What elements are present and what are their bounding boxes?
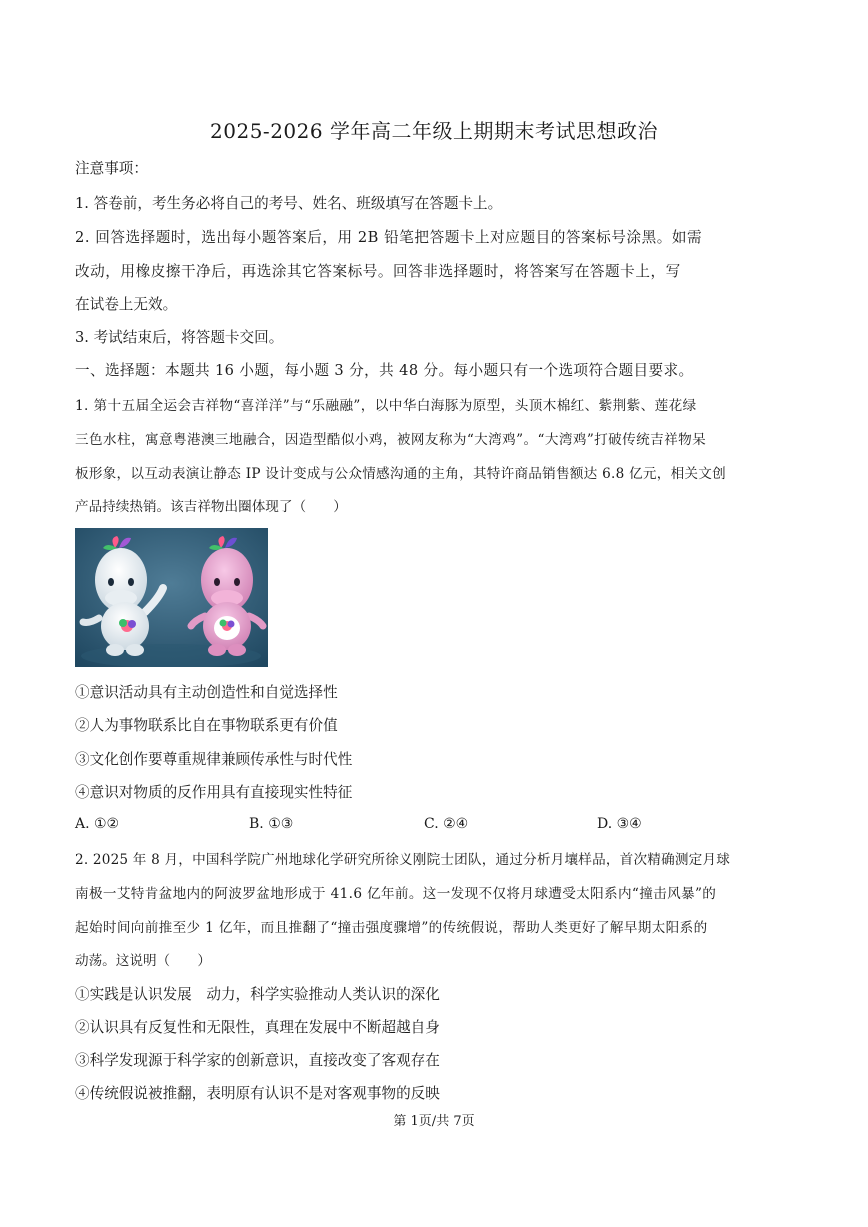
page-footer: 第 1页/共 7页 (393, 1114, 475, 1129)
notice-item: 改动，用橡皮擦干净后，再选涂其它答案标号。回答非选择题时，将答案写在答题卡上，写 (75, 263, 681, 280)
q1-stem-line: 板形象，以互动表演让静态 IP 设计变成与公众情感沟通的主角，其特许商品销售额达 6.8 亿元，相关文创 (75, 466, 726, 482)
q1-option-a: A. ①② (75, 816, 120, 832)
notice-heading: 注意事项： (75, 160, 148, 177)
q1-stem-line: 产品持续热销。该吉祥物出圈体现了（ ） (75, 499, 347, 515)
section-heading: 一、选择题：本题共 16 小题，每小题 3 分，共 48 分。每小题只有一个选项符合题目要求。 (75, 362, 694, 379)
q1-statement: ①意识活动具有主动创造性和自觉选择性 (75, 684, 338, 701)
q2-statement: ②认识具有反复性和无限性，真理在发展中不断超越自身 (75, 1019, 440, 1036)
q2-stem-line: 南极一艾特肯盆地内的阿波罗盆地形成于 41.6 亿年前。这一发现不仅将月球遭受太阳系内“撞击风暴”的 (75, 886, 717, 902)
q2-statement: ③科学发现源于科学家的创新意识，直接改变了客观存在 (75, 1052, 440, 1069)
mascot-photo (75, 528, 268, 667)
q1-stem-line: 1. 第十五届全运会吉祥物“喜洋洋”与“乐融融”，以中华白海豚为原型，头顶木棉红、紫荆紫、莲花绿 (75, 398, 697, 414)
notice-item: 3. 考试结束后，将答题卡交回。 (75, 329, 284, 346)
q1-statement: ②人为事物联系比自在事物联系更有价值 (75, 717, 338, 734)
q1-option-b: B. ①③ (249, 816, 294, 832)
q1-stem-line: 三色水柱，寓意粤港澳三地融合，因造型酷似小鸡，被网友称为“大湾鸡”。“大湾鸡”打破传统吉祥物呆 (75, 432, 707, 448)
q2-statement: ①实践是认识发展 动力，科学实验推动人类认识的深化 (75, 986, 440, 1003)
q2-stem-line: 2. 2025 年 8 月，中国科学院广州地球化学研究所徐义刚院士团队，通过分析月壤样品，首次精确测定月球 (75, 852, 731, 868)
q1-statement: ④意识对物质的反作用具有直接现实性特征 (75, 784, 353, 801)
q2-stem-line: 起始时间向前推至少 1 亿年，而且推翻了“撞击强度骤增”的传统假说，帮助人类更好了解早期太阳系的 (75, 920, 708, 936)
notice-item: 1. 答卷前，考生务必将自己的考号、姓名、班级填写在答题卡上。 (75, 195, 503, 212)
notice-item: 2. 回答选择题时，选出每小题答案后，用 2B 铅笔把答题卡上对应题目的答案标号涂黑。如需 (75, 229, 703, 246)
q1-statement: ③文化创作要尊重规律兼顾传承性与时代性 (75, 751, 353, 768)
q1-option-d: D. ③④ (597, 816, 642, 832)
q1-option-c: C. ②④ (424, 816, 469, 832)
page-title: 2025-2026 学年高二年级上期期末考试思想政治 (210, 119, 658, 143)
q2-stem-line: 动荡。这说明（ ） (75, 953, 211, 969)
q2-statement: ④传统假说被推翻，表明原有认识不是对客观事物的反映 (75, 1085, 440, 1102)
notice-item: 在试卷上无效。 (75, 296, 178, 313)
